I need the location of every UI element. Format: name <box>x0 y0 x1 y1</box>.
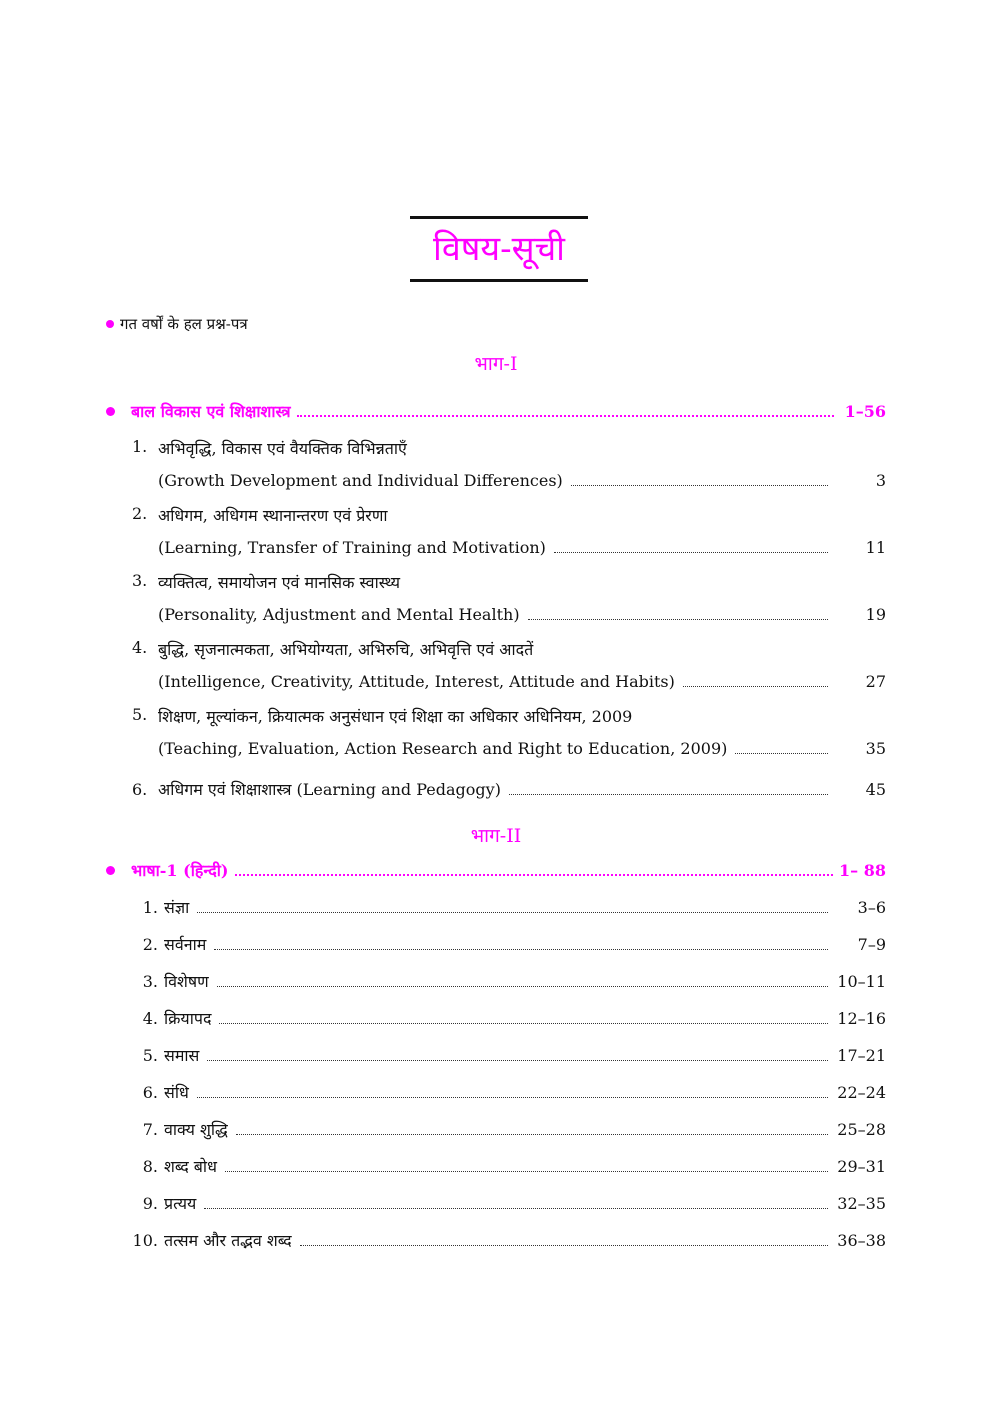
entry-number: 7. <box>142 1120 158 1139</box>
entry-number: 8. <box>142 1157 158 1176</box>
entry-page: 17–21 <box>837 1046 886 1065</box>
toc-entry <box>132 1192 886 1214</box>
entry-english-title: (Intelligence, Creativity, Attitude, Interest, Attitude and Habits) <box>158 672 675 691</box>
entry-number: 1. <box>132 437 148 456</box>
entry-hindi-title: अधिगम, अधिगम स्थानान्तरण एवं प्रेरणा <box>158 506 388 525</box>
previous-papers-label: गत वर्षों के हल प्रश्न-पत्र <box>120 315 248 333</box>
entry-page: 36–38 <box>837 1231 886 1250</box>
entry-number: 10. <box>132 1231 158 1250</box>
bullet-icon <box>106 407 115 416</box>
entry-page: 7–9 <box>857 935 886 954</box>
toc-entry <box>132 933 886 955</box>
section-pages: 1–56 <box>844 402 886 421</box>
toc-entry <box>132 638 886 691</box>
dot-leader <box>217 986 828 987</box>
entry-number: 9. <box>142 1194 158 1213</box>
entry-number: 4. <box>132 638 148 657</box>
entry-page: 3–6 <box>857 898 886 917</box>
entry-page: 29–31 <box>837 1157 886 1176</box>
entry-page: 11 <box>865 538 886 557</box>
dot-leader <box>683 686 828 687</box>
entry-number: 5. <box>142 1046 158 1065</box>
entry-number: 3. <box>142 972 158 991</box>
toc-entry <box>132 1155 886 1177</box>
page-title: विषय-सूची <box>433 229 565 269</box>
dot-leader <box>528 619 828 620</box>
entry-page: 3 <box>875 471 886 490</box>
previous-papers-item <box>106 314 248 334</box>
toc-entry <box>132 1007 886 1029</box>
section-title: बाल विकास एवं शिक्षाशास्त्र <box>131 402 291 421</box>
section-pages: 1– 88 <box>839 861 886 880</box>
entry-title: तत्सम और तद्भव शब्द <box>164 1231 292 1250</box>
dot-leader <box>225 1171 828 1172</box>
entry-number: 6. <box>132 780 148 799</box>
bullet-icon <box>106 320 114 328</box>
entry-number: 5. <box>132 705 148 724</box>
entry-page: 35 <box>865 739 886 758</box>
toc-entry <box>132 970 886 992</box>
toc-entry <box>132 1118 886 1140</box>
entry-english-title: (Learning, Transfer of Training and Motivation) <box>158 538 546 557</box>
entry-page: 45 <box>865 780 886 799</box>
dot-leader <box>571 485 828 486</box>
entry-title: शब्द बोध <box>164 1157 217 1176</box>
toc-entry <box>132 1044 886 1066</box>
dot-leader <box>300 1245 828 1246</box>
entry-page: 25–28 <box>837 1120 886 1139</box>
entry-title: विशेषण <box>164 972 209 991</box>
toc-entry <box>132 705 886 758</box>
toc-title-box <box>410 216 588 282</box>
dot-leader <box>509 794 828 795</box>
entry-english-title: (Personality, Adjustment and Mental Health) <box>158 605 520 624</box>
entry-hindi-title: अभिवृद्धि, विकास एवं वैयक्तिक विभिन्नताएँ <box>158 439 407 458</box>
toc-entry <box>132 778 886 800</box>
entry-number: 1. <box>142 898 158 917</box>
entry-hindi-title: बुद्धि, सृजनात्मकता, अभियोग्यता, अभिरुचि, अभिवृत्ति एवं आदतें <box>158 640 534 659</box>
entry-hindi-title: शिक्षण, मूल्यांकन, क्रियात्मक अनुसंधान एवं शिक्षा का अधिकार अधिनियम, 2009 <box>158 707 633 726</box>
entry-page: 22–24 <box>837 1083 886 1102</box>
entry-number: 2. <box>142 935 158 954</box>
entry-number: 2. <box>132 504 148 523</box>
entry-title: सर्वनाम <box>164 935 207 954</box>
dot-leader <box>219 1023 828 1024</box>
entry-title: क्रियापद <box>164 1009 212 1028</box>
toc-entry <box>132 896 886 918</box>
entry-page: 19 <box>865 605 886 624</box>
entry-title: वाक्य शुद्धि <box>164 1120 228 1139</box>
toc-entry <box>132 1229 886 1251</box>
entry-english-title: (Teaching, Evaluation, Action Research and Right to Education, 2009) <box>158 739 728 758</box>
toc-entry <box>132 504 886 557</box>
toc-entry <box>132 437 886 490</box>
section-title: भाषा-1 (हिन्दी) <box>131 861 229 880</box>
dot-leader <box>207 1060 828 1061</box>
dot-leader <box>735 753 828 754</box>
section-child-development <box>106 400 886 422</box>
entry-title: प्रत्यय <box>164 1194 197 1213</box>
entry-number: 6. <box>142 1083 158 1102</box>
entry-title: संज्ञा <box>164 898 190 917</box>
entry-title: समास <box>164 1046 200 1065</box>
bullet-icon <box>106 866 115 875</box>
part-2-heading: भाग-II <box>470 825 522 847</box>
dot-leader <box>297 415 834 417</box>
entry-page: 12–16 <box>837 1009 886 1028</box>
entry-page: 10–11 <box>837 972 886 991</box>
entry-hindi-title: व्यक्तित्व, समायोजन एवं मानसिक स्वास्थ्य <box>158 573 401 592</box>
dot-leader <box>197 912 828 913</box>
dot-leader <box>204 1208 828 1209</box>
toc-entry <box>132 571 886 624</box>
entry-number: 3. <box>132 571 148 590</box>
dot-leader <box>554 552 828 553</box>
entry-english-title: (Growth Development and Individual Differences) <box>158 471 563 490</box>
part-1-heading: भाग-I <box>474 353 518 375</box>
entry-title: संधि <box>164 1083 189 1102</box>
entry-number: 4. <box>142 1009 158 1028</box>
toc-entry <box>132 1081 886 1103</box>
section-language-hindi <box>106 859 886 881</box>
entry-title: अधिगम एवं शिक्षाशास्त्र (Learning and Pedagogy) <box>158 780 501 799</box>
entry-page: 27 <box>865 672 886 691</box>
entry-page: 32–35 <box>837 1194 886 1213</box>
dot-leader <box>235 874 834 876</box>
dot-leader <box>197 1097 828 1098</box>
dot-leader <box>236 1134 828 1135</box>
dot-leader <box>214 949 828 950</box>
